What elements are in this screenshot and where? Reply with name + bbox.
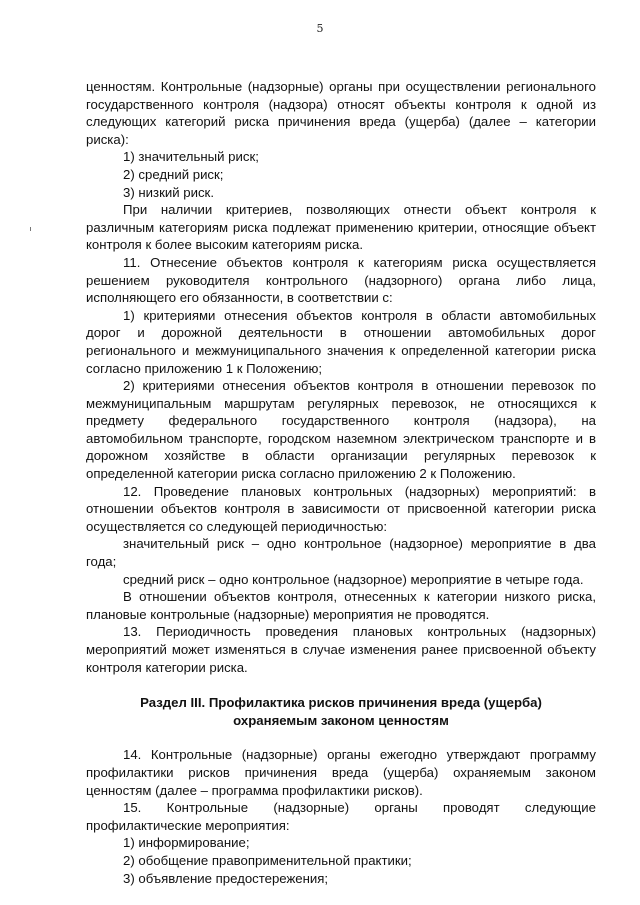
text-line: контроля к более высоким категориям риска. <box>86 237 364 253</box>
margin-mark <box>30 227 31 231</box>
text-line: 1) критериями отнесения объектов контроля в области автомобильных <box>123 307 596 323</box>
text-line: согласно приложению 1 к Положению; <box>86 360 323 376</box>
text-line: следующих категорий риска причинения вреда (ущерба) (далее – категории <box>86 114 596 130</box>
text-line: года; <box>86 554 117 570</box>
risk-item: 3) низкий риск. <box>123 184 214 200</box>
text-line: профилактики рисков причинения вреда (ущерба) охраняемым законом <box>86 764 596 780</box>
measure-item: 3) объявление предостережения; <box>123 870 329 886</box>
measure-item: 2) обобщение правоприменительной практики; <box>123 852 412 868</box>
text-line: осуществляется со следующей периодичностью: <box>86 518 388 534</box>
text-line: государственного контроля (надзора) относят объекты контроля к одной из <box>86 96 596 112</box>
document-body <box>86 78 596 887</box>
text-line: контроля категории риска. <box>86 659 248 675</box>
section-heading: Раздел III. Профилактика рисков причинения вреда (ущерба) <box>140 695 542 711</box>
text-line: 12. Проведение плановых контрольных (надзорных) мероприятий: в <box>123 483 596 499</box>
measure-item: 1) информирование; <box>123 835 250 851</box>
text-line: 2) критериями отнесения объектов контроля в отношении перевозок по <box>123 378 596 394</box>
text-line: определенной категории риска согласно приложению 2 к Положению. <box>86 466 516 482</box>
section-heading: охраняемым законом ценностям <box>233 712 449 728</box>
text-line: 11. Отнесение объектов контроля к категориям риска осуществляется <box>123 254 596 270</box>
text-line: значительный риск – одно контрольное (надзорное) мероприятие в два <box>123 536 596 552</box>
text-line: 15. Контрольные (надзорные) органы проводят следующие <box>123 800 596 816</box>
text-line: дорог и дорожной деятельности в отношении автомобильных дорог <box>86 325 596 341</box>
text-line: регионального и межмуниципального значения к определенной категории риска <box>86 342 596 358</box>
text-line: исполняющего его обязанности, в соответствии с: <box>86 290 393 306</box>
text-line: различным категориям риска подлежат применению критерии, относящие объект <box>86 219 596 235</box>
text-line: При наличии критериев, позволяющих отнести объект контроля к <box>123 202 596 218</box>
text-line: плановые контрольные (надзорные) мероприятия не проводятся. <box>86 606 490 622</box>
text-line: 14. Контрольные (надзорные) органы ежегодно утверждают программу <box>123 747 596 763</box>
text-line: мероприятий может изменяться в случае изменения ранее присвоенной объекту <box>86 642 596 657</box>
risk-item: 1) значительный риск; <box>123 149 259 165</box>
text-line: предмету федерального государственного контроля (надзора), на <box>86 413 596 429</box>
text-line: средний риск – одно контрольное (надзорное) мероприятие в четыре года. <box>123 571 584 587</box>
text-line: 13. Периодичность проведения плановых контрольных (надзорных) <box>123 624 596 640</box>
text-line: риска): <box>86 131 129 147</box>
risk-item: 2) средний риск; <box>123 166 224 182</box>
text-line: профилактические мероприятия: <box>86 817 290 833</box>
text-line: ценностям. Контрольные (надзорные) органы при осуществлении регионального <box>86 79 596 94</box>
text-line: ценностям (далее – программа профилактики рисков). <box>86 782 423 798</box>
text-line: автомобильном транспорте, городском наземном электрическом транспорте и в <box>86 430 596 446</box>
text-line: решением руководителя контрольного (надзорного) органа либо лица, <box>86 272 596 288</box>
text-line: межмуниципальным маршрутам регулярных перевозок, не относящихся к <box>86 395 596 411</box>
text-line: В отношении объектов контроля, отнесенных к категории низкого риска, <box>123 589 596 605</box>
text-line: отношении объектов контроля в зависимости от присвоенной категории риска <box>86 501 596 517</box>
text-line: дорожном хозяйстве в области организации регулярных перевозок к <box>86 448 596 464</box>
page-number: 5 <box>316 22 324 35</box>
